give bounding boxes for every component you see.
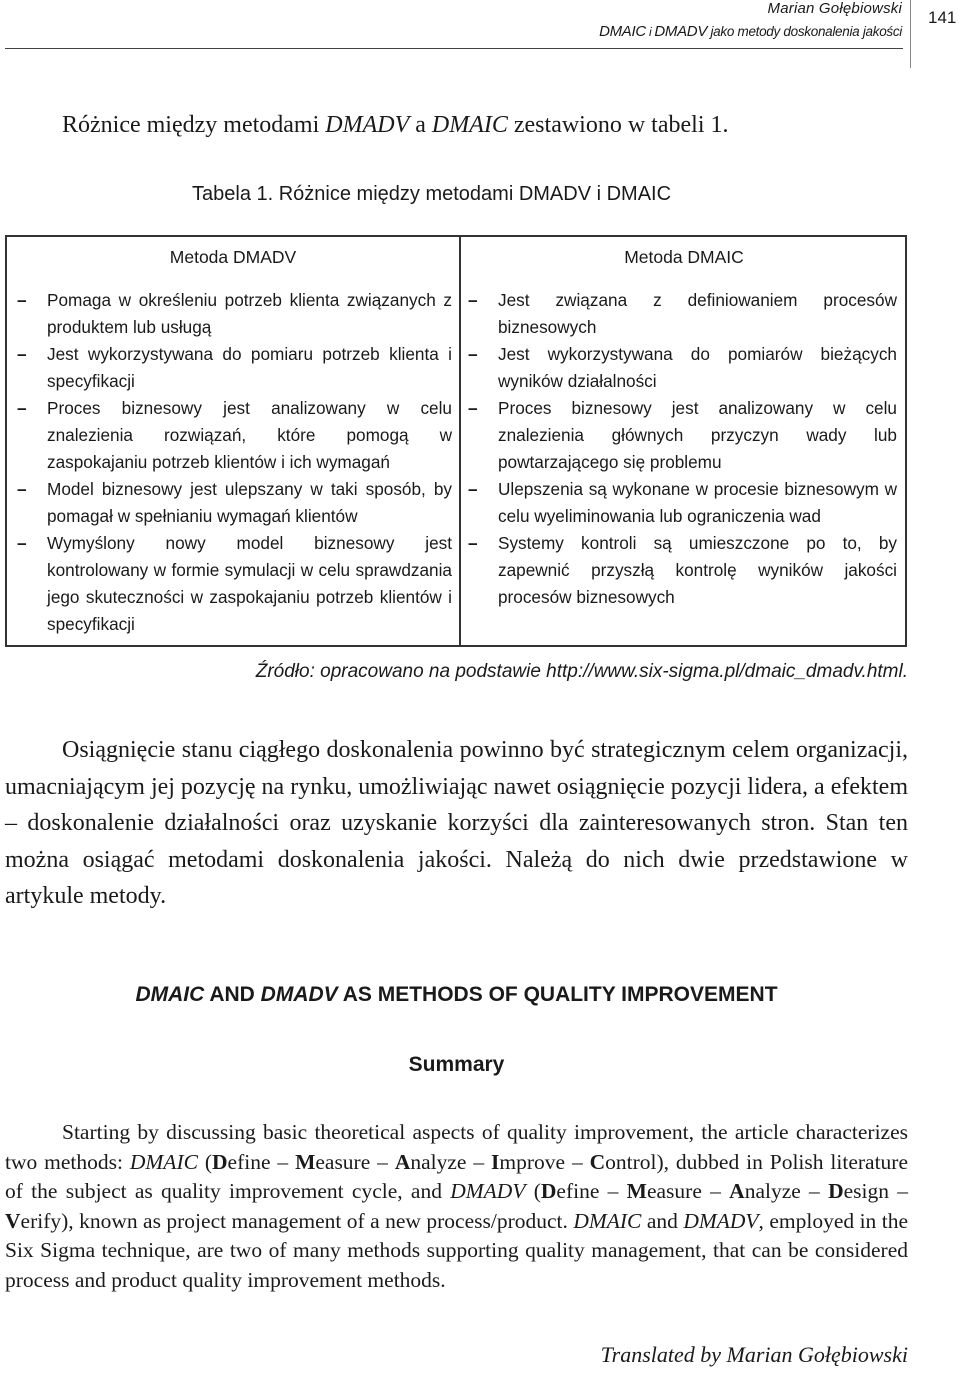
dash-bullet: – <box>17 344 27 364</box>
header-vertical-rule <box>910 0 911 68</box>
list-item <box>468 476 897 530</box>
list-item <box>468 287 897 341</box>
cycle-step <box>541 1179 600 1203</box>
header-journal-title <box>599 23 902 40</box>
cycle-rest: efine <box>227 1149 271 1174</box>
list-item-text: Wymyślony nowy model biznesowy jest kontrolowany w formie symulacji w celu sprawdzania jego skuteczności w zaspokajaniu potrzeb klientów i specyfikacji <box>47 533 452 634</box>
english-title-part: AND <box>204 983 261 1006</box>
list-item-text: Proces biznesowy jest analizowany w celu znalezienia głównych przyczyn wady lub powtarzającego się problemu <box>498 398 897 472</box>
intro-text: a <box>409 112 432 138</box>
summary-paragraph <box>5 1118 908 1295</box>
list-item <box>468 530 897 611</box>
body-paragraph: Osiągnięcie stanu ciągłego doskonalenia powinno być strategicznym celem organizacji, umacniającym jej pozycję na rynku, umożliwiając nawet osiągnięcie pozycji lidera, a efektem – doskonalenie działalności oraz uzyskanie korzyści dla zainteresowanych stron. Stan ten można osiągać metodami doskonalenia jakości. Należą do nich dwie przedstawione w artykule metody. <box>5 737 908 909</box>
english-title-part: AS METHODS OF QUALITY IMPROVEMENT <box>337 983 778 1006</box>
cycle-initial: M <box>295 1149 316 1174</box>
list-item-text: Systemy kontroli są umieszczone po to, by zapewnić przyszłą kontrolę wyników jakości procesów biznesowych <box>498 533 897 607</box>
page-number: 141 <box>928 8 957 27</box>
table-caption: Tabela 1. Różnice między metodami DMADV i DMAIC <box>192 183 672 205</box>
english-title-part: DMADV <box>260 983 338 1006</box>
intro-method-dmadv: DMADV <box>325 112 410 138</box>
list-item-text: Jest wykorzystywana do pomiarów bieżących wyników działalności <box>498 344 897 391</box>
column-header-dmaic: Metoda DMAIC <box>624 247 744 267</box>
list-item-text: Ulepszenia są wykonane w procesie biznesowym w celu wyeliminowania lub ograniczenia wad <box>498 479 897 526</box>
summary-text: ), known as project management of a new process/product. <box>61 1208 574 1233</box>
cycle-initial: D <box>212 1149 228 1174</box>
dash-bullet: – <box>468 290 478 310</box>
cycle-separator: – <box>370 1149 395 1174</box>
cycle-initial: V <box>5 1208 21 1233</box>
summary-text: ( <box>525 1179 541 1203</box>
summary-heading: Summary <box>408 1053 505 1076</box>
cycle-step <box>491 1150 565 1174</box>
header-title-part: jako metody doskonalenia jakości <box>707 24 902 39</box>
english-title-part: DMAIC <box>135 983 205 1006</box>
summary-method: DMAIC <box>129 1149 198 1174</box>
list-item <box>17 395 452 476</box>
summary-text: ( <box>197 1149 213 1174</box>
table-column-divider <box>459 237 461 645</box>
cycle-step <box>627 1179 702 1203</box>
table-source-note: Źródło: opracowano na podstawie http://www.six-sigma.pl/dmaic_dmadv.html. <box>255 661 908 682</box>
english-title <box>0 983 913 1007</box>
list-item-text: Model biznesowy jest ulepszany w taki sposób, by pomagał w spełnianiu wymagań klientów <box>47 479 452 526</box>
list-item <box>17 287 452 341</box>
cycle-separator: – <box>565 1149 590 1174</box>
translator-credit: Translated by Marian Gołębiowski <box>600 1342 908 1367</box>
cycle-rest: nalyze <box>410 1149 467 1174</box>
comparison-table <box>5 235 907 647</box>
summary-method: DMADV <box>450 1179 526 1203</box>
cycle-separator: – <box>889 1179 909 1203</box>
column-header-dmadv: Metoda DMADV <box>169 247 297 267</box>
summary-text: , employed in the Six Sigma technique, are two of many methods supporting quality management, that can be considered process and product quality improvement methods. <box>5 1208 908 1292</box>
dash-bullet: – <box>17 479 27 499</box>
summary-method: DMADV <box>683 1208 759 1233</box>
list-item <box>17 341 452 395</box>
dash-bullet: – <box>468 344 478 364</box>
header-title-part: DMADV <box>654 23 708 40</box>
dmaic-list <box>468 287 897 611</box>
header-title-part: DMAIC <box>599 23 646 40</box>
header-author-text: Marian Gołębiowski <box>767 0 902 17</box>
cycle-separator: – <box>599 1179 627 1203</box>
cycle-step <box>212 1150 271 1174</box>
summary-method: DMAIC <box>573 1208 642 1233</box>
list-item <box>17 476 452 530</box>
cycle-rest: erify <box>20 1208 62 1233</box>
cycle-initial: D <box>828 1179 844 1203</box>
list-item-text: Proces biznesowy jest analizowany w celu znalezienia rozwiązań, które pomogą w zaspokajaniu potrzeb klientów i ich wymagań <box>47 398 452 472</box>
cycle-initial: A <box>729 1179 745 1203</box>
cycle-step <box>729 1179 801 1203</box>
header-title-part: i <box>645 25 655 39</box>
summary-text: ), dubbed in Polish literature of the subject as quality improvement cycle, and <box>5 1149 908 1203</box>
summary-text: Starting by discussing basic theoretical aspects of quality improvement, the article characterizes two methods: <box>5 1120 908 1174</box>
header-author <box>768 0 902 17</box>
cycle-rest: mprove <box>499 1149 566 1174</box>
dash-bullet: – <box>468 533 478 553</box>
cycle-separator: – <box>466 1149 491 1174</box>
cycle-initial: A <box>394 1149 411 1174</box>
list-item <box>17 530 452 638</box>
dash-bullet: – <box>17 398 27 418</box>
cycle-initial: M <box>626 1179 647 1203</box>
dmadv-list <box>17 287 452 638</box>
list-item-text: Jest związana z definiowaniem procesów biznesowych <box>498 290 897 337</box>
cycle-rest: ontrol <box>605 1149 657 1174</box>
summary-text: and <box>641 1208 684 1233</box>
dash-bullet: – <box>468 398 478 418</box>
cycle-step <box>590 1150 657 1174</box>
cycle-step <box>828 1179 889 1203</box>
cycle-step <box>5 1209 61 1233</box>
cycle-separator: – <box>701 1179 730 1203</box>
intro-sentence <box>62 112 728 139</box>
header-rule <box>5 48 903 49</box>
running-header <box>0 0 960 70</box>
list-item <box>468 341 897 395</box>
cycle-initial: I <box>491 1149 500 1174</box>
cycle-rest: easure <box>646 1179 702 1203</box>
cycle-separator: – <box>800 1179 829 1203</box>
cycle-step <box>295 1150 370 1174</box>
intro-text: Różnice między metodami <box>62 112 326 138</box>
cycle-rest: nalyze <box>744 1179 801 1203</box>
cycle-step <box>395 1150 467 1174</box>
dash-bullet: – <box>17 533 27 553</box>
cycle-initial: C <box>589 1149 606 1174</box>
list-item-text: Pomaga w określeniu potrzeb klienta związanych z produktem lub usługą <box>47 290 452 337</box>
cycle-rest: esign <box>843 1179 889 1203</box>
dash-bullet: – <box>17 290 27 310</box>
cycle-rest: easure <box>315 1149 371 1174</box>
intro-method-dmaic: DMAIC <box>431 112 508 138</box>
list-item <box>468 395 897 476</box>
cycle-rest: efine <box>556 1179 600 1203</box>
intro-text: zestawiono w tabeli 1. <box>507 112 729 138</box>
cycle-separator: – <box>270 1149 296 1174</box>
dash-bullet: – <box>468 479 478 499</box>
cycle-initial: D <box>540 1179 557 1203</box>
list-item-text: Jest wykorzystywana do pomiaru potrzeb klienta i specyfikacji <box>47 344 452 391</box>
